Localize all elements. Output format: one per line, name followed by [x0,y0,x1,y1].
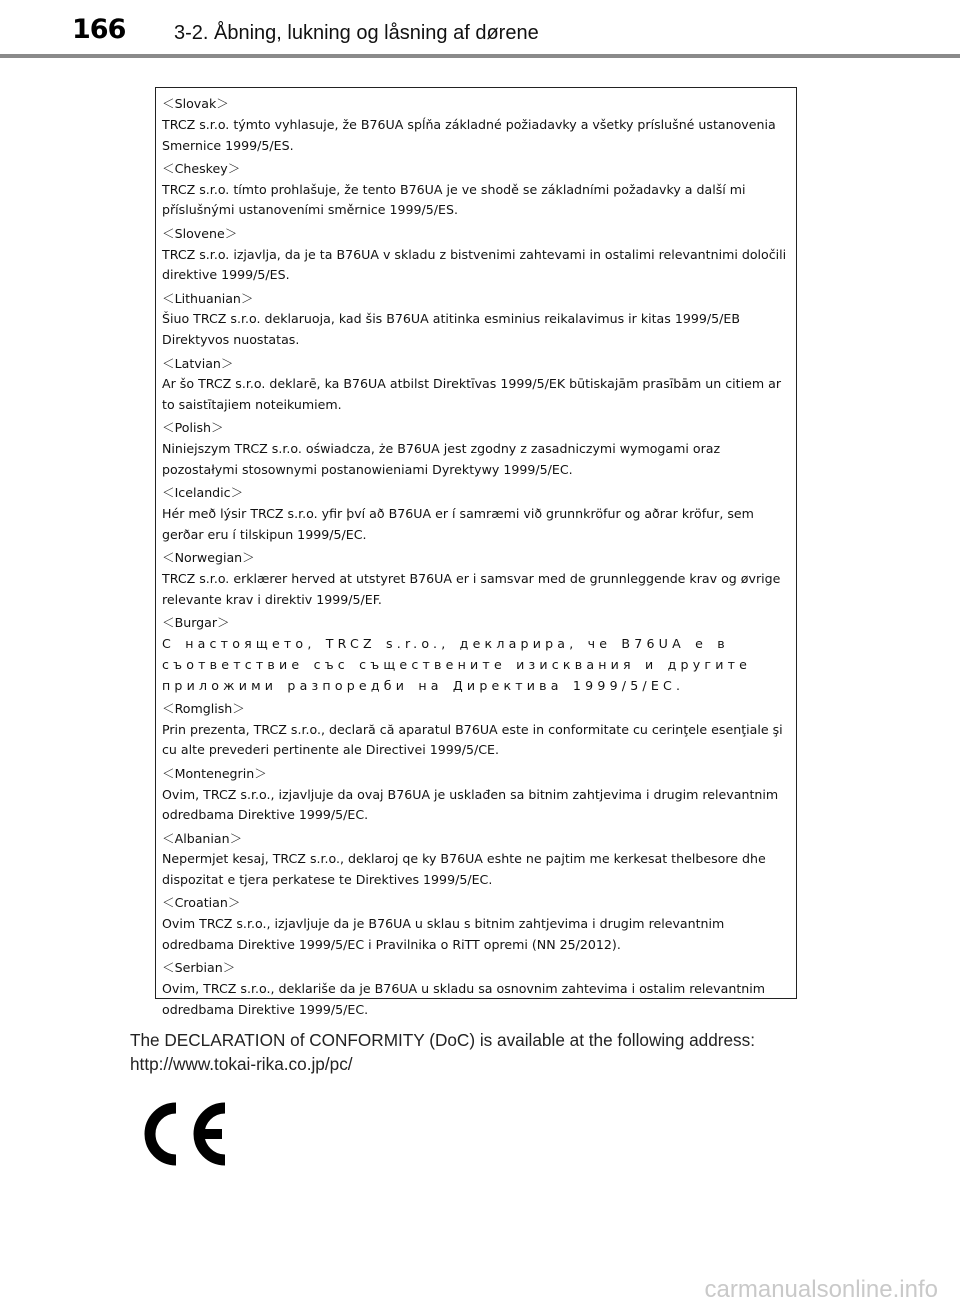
declaration-list [162,94,792,1023]
declaration-language: ＜Croatian＞ [162,895,241,911]
declaration-item [162,289,792,351]
declaration-language: ＜Albanian＞ [162,830,243,846]
declaration-item [162,613,792,696]
declaration-text: Ovim, TRCZ s.r.o., izjavljuje da ovaj B76UA je usklađen sa bitnim zahtjevima i drugim relevantnim odredbama Direktive 1999/5/EC. [162,786,779,823]
declaration-language: ＜Cheskey＞ [162,160,241,176]
declaration-language: ＜Slovak＞ [162,96,229,111]
declaration-item [162,764,792,826]
declaration-box [155,87,797,1017]
declaration-item [162,354,792,416]
declaration-text: Ovim TRCZ s.r.o., izjavljuje da je B76UA u sklau s bitnim zahtjevima i drugim relevantnim odredbama Direktive 1999/5/EC i Pravilnika o RiTT opremi (NN 25/2012). [162,916,725,953]
declaration-item [162,958,792,1020]
declaration-text: Prin prezenta, TRCZ s.r.o., declară că aparatul B76UA este in conformitate cu cerinţele esenţiale şi cu alte prevederi pertinente ale Directivei 1999/5/CE. [162,721,783,758]
declaration-item [162,159,792,221]
declaration-language: ＜Latvian＞ [162,355,234,371]
declaration-text: Šiuo TRCZ s.r.o. deklaruoja, kad šis B76UA atitinka esminius reikalavimus ir kitas 1999/5/EB Direktyvos nuostatas. [162,311,740,348]
watermark: carmanualsonline.info [704,1276,938,1303]
declaration-text: TRCZ s.r.o. týmto vyhlasuje, že B76UA spĺňa základné požiadavky a všetky príslušné ustanovenia Smernice 1999/5/ES. [162,116,776,153]
declaration-language: ＜Polish＞ [162,420,224,436]
declaration-item [162,699,792,761]
declaration-language: ＜Serbian＞ [162,960,236,976]
declaration-text: TRCZ s.r.o. tímto prohlašuje, že tento B76UA je ve shodě se základními požadavky a další mi příslušnými ustanoveními směrnice 1999/5/ES. [162,181,746,218]
declaration-text: Hér með lýsir TRCZ s.r.o. yfir því að B76UA er í samræmi við grunnkröfur og aðrar kröfur, sem gerðar eru í tilskipun 1999/5/EC. [162,506,754,542]
declaration-text: Ar šo TRCZ s.r.o. deklarē, ka B76UA atbilst Direktīvas 1999/5/EK būtiskajām prasībām un citiem ar to saistītajiem noteikumiem. [162,376,782,413]
section-title: 3-2. Åbning, lukning og låsning af dørene [174,22,539,44]
page-header [0,0,960,60]
declaration-text: С настоящето, TRCZ s.r.o., декларира, че B76UA е в съответствие със съществените изисквания и другите приложими разпоредби на Директива 1999/5/ЕС. [162,635,752,693]
declaration-text: Nepermjet kesaj, TRCZ s.r.o., deklaroj qe ky B76UA eshte ne pajtim me kerkesat thelbesore dhe dispozitat e tjera perkatese te Direktives 1999/5/EC. [162,851,766,888]
doc-url: http://www.tokai-rika.co.jp/pc/ [130,1054,353,1074]
declaration-text: Niniejszym TRCZ s.r.o. oświadcza, że B76UA jest zgodny z zasadniczymi wymogami oraz pozostałymi stosownymi postanowieniami Dyrektywy 1999/5/EC. [162,441,721,478]
page-number: 166 [72,14,126,45]
declaration-text: TRCZ s.r.o. erklærer herved at utstyret B76UA er i samsvar med de grunnleggende krav og øvrige relevante krav i direktiv 1999/5/EF. [162,571,781,607]
declaration-item [162,94,792,156]
doc-availability-text: The DECLARATION of CONFORMITY (DoC) is available at the following address: [130,1030,756,1050]
declaration-language: ＜Icelandic＞ [162,485,244,501]
ce-mark-icon [138,1100,230,1168]
declaration-language: ＜Montenegrin＞ [162,765,267,781]
declaration-language: ＜Norwegian＞ [162,550,255,566]
declaration-text: TRCZ s.r.o. izjavlja, da je ta B76UA v skladu z bistvenimi zahtevami in ostalimi relevantnimi določili direktive 1999/5/ES. [162,246,787,283]
declaration-language: ＜Lithuanian＞ [162,290,254,306]
declaration-text: Ovim, TRCZ s.r.o., deklariše da je B76UA u skladu sa osnovnim zahtevima i ostalim relevantnim odredbama Direktive 1999/5/EC. [162,981,766,1017]
declaration-language: ＜Romglish＞ [162,700,245,716]
declaration-language: ＜Burgar＞ [162,615,230,631]
declaration-item [162,893,792,955]
declaration-item [162,418,792,480]
header-rule [0,54,960,58]
declaration-item [162,224,792,286]
declaration-item [162,829,792,891]
declaration-item [162,483,792,545]
declaration-item [162,548,792,610]
declaration-language: ＜Slovene＞ [162,225,238,241]
